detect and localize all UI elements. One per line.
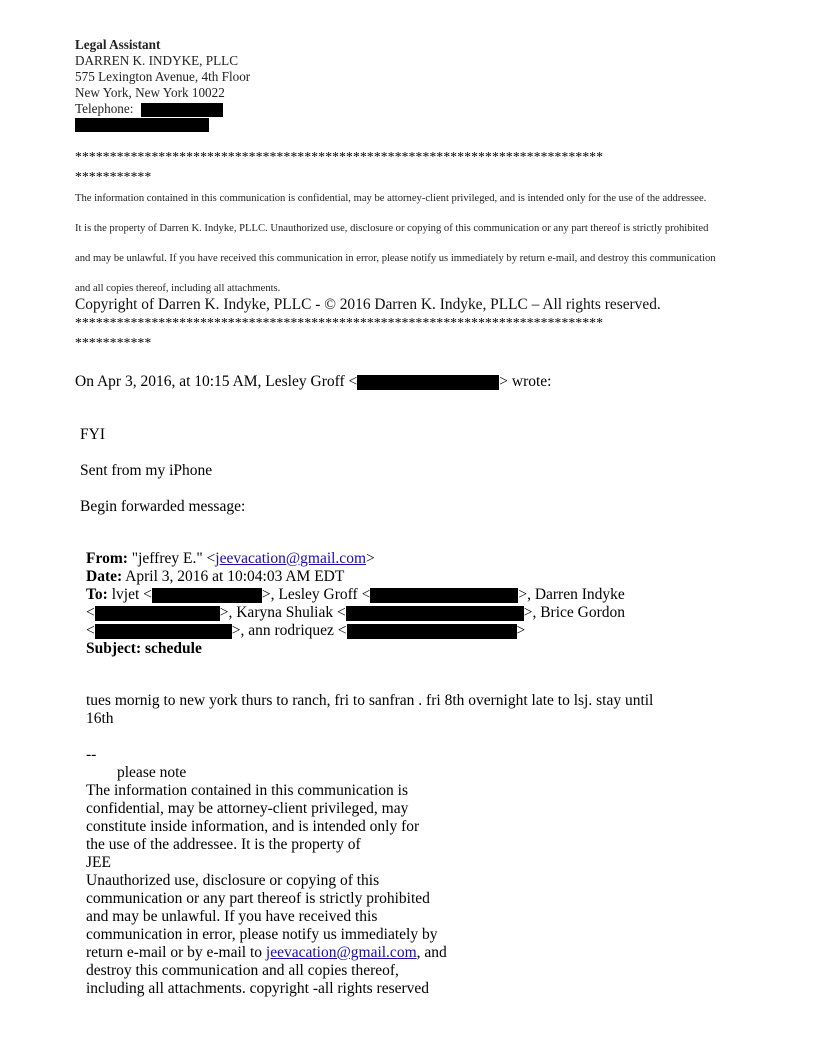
disclaimer-paragraph-2: It is the property of Darren K. Indyke, PLLC. Unauthorized use, disclosure or copying of this communication or any part thereof is strictly prohibited bbox=[75, 223, 709, 234]
to-recipient-text: > bbox=[516, 622, 526, 639]
fyi-text: FYI bbox=[80, 426, 105, 443]
sent-from-text: Sent from my iPhone bbox=[80, 462, 213, 479]
to-header-line-3 bbox=[86, 622, 525, 640]
reply-header-prefix: On Apr 3, 2016, at 10:15 AM, Lesley Groff < bbox=[75, 373, 358, 390]
stars-divider: **************************************************************************** bbox=[75, 315, 604, 330]
footer-email-link[interactable]: jeevacation@gmail.com bbox=[265, 944, 417, 961]
stars-divider-continued: *********** bbox=[75, 169, 152, 184]
telephone-label: Telephone: bbox=[75, 101, 134, 116]
redaction-box bbox=[347, 624, 517, 639]
subject-header: Subject: schedule bbox=[86, 640, 202, 657]
disclaimer-paragraph-1: The information contained in this communication is confidential, may be attorney-client privileged, and is intended only for the use of the addressee. bbox=[75, 193, 707, 204]
to-recipient-text: < bbox=[86, 604, 95, 621]
legal-line: The information contained in this communication is bbox=[86, 782, 408, 799]
signature-dashes: -- bbox=[86, 746, 97, 763]
legal-line-text: return e-mail or by e-mail to bbox=[86, 944, 266, 961]
legal-line: including all attachments. copyright -all rights reserved bbox=[86, 980, 430, 997]
to-recipient-text: >, Darren Indyke bbox=[518, 586, 625, 603]
date-value: April 3, 2016 at 10:04:03 AM EDT bbox=[122, 568, 345, 585]
legal-line: constitute inside information, and is intended only for bbox=[86, 818, 420, 835]
from-email-link[interactable]: jeevacation@gmail.com bbox=[215, 550, 366, 567]
disclaimer-paragraph-3: and may be unlawful. If you have received this communication in error, please notify us immediately by return e-mail, and destroy this communication bbox=[75, 253, 716, 264]
stars-divider: **************************************************************************** bbox=[75, 149, 604, 164]
to-recipient-text: >, Lesley Groff < bbox=[261, 586, 371, 603]
to-recipient-text: >, Karyna Shuliak < bbox=[219, 604, 346, 621]
to-label: To: bbox=[86, 586, 108, 603]
legal-line: communication in error, please notify us immediately by bbox=[86, 926, 438, 943]
redaction-box bbox=[75, 118, 209, 132]
to-recipient-text: < bbox=[86, 622, 95, 639]
disclaimer-paragraph-4: and all copies thereof, including all attachments. bbox=[75, 283, 281, 294]
please-note-text: please note bbox=[117, 764, 187, 781]
redaction-box bbox=[141, 103, 223, 117]
begin-forwarded-text: Begin forwarded message: bbox=[80, 498, 246, 515]
signature-telephone bbox=[75, 101, 223, 117]
redaction-box bbox=[370, 588, 518, 603]
redaction-box bbox=[357, 375, 499, 390]
to-recipient-text: lvjet < bbox=[107, 586, 152, 603]
from-name: "jeffrey E." < bbox=[127, 550, 216, 567]
redaction-box bbox=[346, 606, 524, 621]
stars-divider-continued: *********** bbox=[75, 335, 152, 350]
from-label: From: bbox=[86, 550, 128, 567]
date-label: Date: bbox=[86, 568, 123, 585]
signature-firm: DARREN K. INDYKE, PLLC bbox=[75, 53, 239, 68]
from-close: > bbox=[366, 550, 375, 567]
legal-line: and may be unlawful. If you have received this bbox=[86, 908, 378, 925]
legal-line: JEE bbox=[86, 854, 111, 871]
signature-address-line2: New York, New York 10022 bbox=[75, 85, 225, 100]
to-header-line-2 bbox=[86, 604, 625, 622]
copyright-line: Copyright of Darren K. Indyke, PLLC - © 2016 Darren K. Indyke, PLLC – All rights reserved. bbox=[75, 296, 661, 313]
legal-line: Unauthorized use, disclosure or copying of this bbox=[86, 872, 380, 889]
to-header-line-1 bbox=[86, 586, 625, 604]
redaction-box bbox=[95, 624, 232, 639]
legal-line: destroy this communication and all copies thereof, bbox=[86, 962, 399, 979]
legal-line-text: , and bbox=[416, 944, 447, 961]
signature-title: Legal Assistant bbox=[75, 37, 161, 52]
legal-line: confidential, may be attorney-client privileged, may bbox=[86, 800, 409, 817]
message-line-1: tues mornig to new york thurs to ranch, fri to sanfran . fri 8th overnight late to lsj. stay until bbox=[86, 692, 654, 709]
reply-header-suffix: > wrote: bbox=[499, 373, 552, 390]
from-header bbox=[86, 550, 375, 568]
to-recipient-text: >, Brice Gordon bbox=[523, 604, 626, 621]
redaction-box bbox=[95, 606, 220, 621]
redaction-box bbox=[152, 588, 262, 603]
date-header bbox=[86, 568, 344, 586]
legal-line: the use of the addressee. It is the property of bbox=[86, 836, 361, 853]
legal-line: communication or any part thereof is strictly prohibited bbox=[86, 890, 430, 907]
legal-line-with-link bbox=[86, 944, 447, 962]
to-recipient-text: >, ann rodriquez < bbox=[231, 622, 347, 639]
reply-header bbox=[75, 373, 551, 391]
message-line-2: 16th bbox=[86, 710, 114, 727]
signature-address-line1: 575 Lexington Avenue, 4th Floor bbox=[75, 69, 251, 84]
